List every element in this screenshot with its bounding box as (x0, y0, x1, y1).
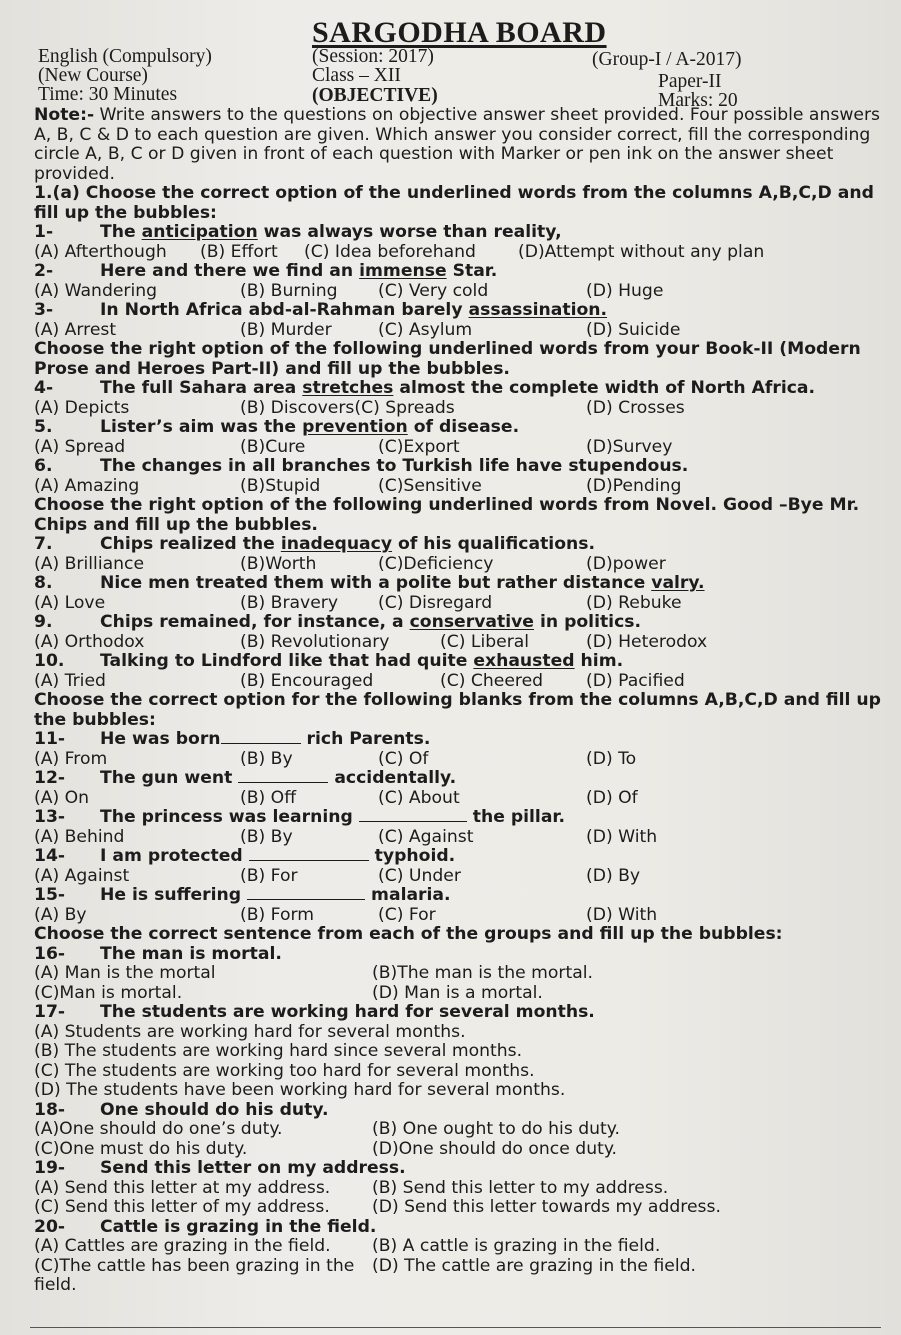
options (34, 243, 881, 263)
question-text: Chips realized the (100, 534, 281, 554)
section-heading: Choose the right option of the following underlined words from Novel. Good –Bye Mr. Chips and fill up the bubbles. (34, 495, 860, 535)
option-a: (A) Behind (34, 826, 125, 847)
question-text: Here and there we find an (100, 261, 360, 281)
question-number: 14- (34, 846, 66, 866)
option-c: (C) Send this letter of my address. (34, 1197, 330, 1217)
question-text: almost the complete width of North Africa. (393, 378, 816, 398)
options (34, 1237, 881, 1257)
option-d: (D)Pending (586, 475, 682, 496)
option-d: (D) Send this letter towards my address. (372, 1197, 721, 1217)
option-d: (D) Crosses (586, 397, 685, 418)
option-a: (A) By (34, 904, 87, 925)
option-b: (B) Murder (240, 319, 332, 340)
question-text: Talking to Lindford like that had quite (100, 651, 474, 671)
option-a: (A) Orthodox (34, 631, 145, 652)
question-number: 2- (34, 261, 54, 281)
question-number: 11- (34, 729, 66, 749)
question-text: rich Parents. (300, 729, 431, 749)
option-c: (C) Liberal (440, 631, 530, 652)
option-b: (B) Form (240, 904, 314, 925)
underlined-word: prevention (302, 417, 408, 437)
option-a: (A) Man is the mortal (34, 963, 216, 983)
option-c: (C) Idea beforehand (304, 241, 476, 262)
underlined-word: immense (359, 261, 447, 281)
option-c: (C) Disregard (378, 592, 493, 613)
paper-number: Paper-II (658, 71, 722, 92)
option-b: (B) Revolutionary (240, 631, 390, 652)
question-10 (34, 652, 881, 672)
bottom-divider (30, 1327, 881, 1328)
option-b: (B) By (240, 748, 293, 769)
question-text: The changes in all branches to Turkish life have stupendous. (100, 456, 689, 476)
option-c: (C) The students are working too hard for several months. (34, 1060, 535, 1081)
subject: English (Compulsory) (38, 46, 212, 67)
option-b: (B) Send this letter to my address. (372, 1177, 669, 1198)
option-a: (A) Wandering (34, 280, 158, 301)
option-b: (B) By (240, 826, 293, 847)
question-number: 7. (34, 534, 53, 554)
question-text: He was born (100, 729, 221, 749)
note-label: Note:- (34, 105, 95, 125)
options (34, 438, 881, 458)
question-number: 9. (34, 612, 53, 632)
option-c: (C) Asylum (378, 319, 473, 340)
question-text: in politics. (533, 612, 642, 632)
option-a: (A) Students are working hard for several months. (34, 1021, 466, 1042)
question-text: He is suffering (100, 885, 248, 905)
option-c: (C) Cheered (440, 670, 544, 691)
question-number: 4- (34, 378, 54, 398)
option-c: (C) Under (378, 865, 461, 886)
question-text: The (100, 222, 142, 242)
options (34, 867, 881, 887)
section-heading: Choose the correct option for the following blanks from the columns A,B,C,D and fill up the bubbles: (34, 690, 881, 730)
question-text: Cattle is grazing in the field. (100, 1216, 377, 1237)
question-text: Star. (446, 261, 498, 281)
option-a: (A) From (34, 748, 108, 769)
options (34, 828, 881, 848)
question-20 (34, 1218, 881, 1238)
options (34, 964, 881, 984)
option-b: (B) Off (240, 787, 297, 808)
question-15 (34, 886, 881, 906)
option-d: (D) The students have been working hard for several months. (34, 1080, 566, 1100)
options (34, 750, 881, 770)
options (34, 1179, 881, 1199)
options (34, 984, 881, 1004)
options (34, 282, 881, 302)
question-text: The man is mortal. (100, 943, 282, 964)
options (34, 477, 881, 497)
option-d: (D) Of (586, 787, 638, 808)
underlined-word: assassination. (468, 300, 608, 320)
option-a: (A) Depicts (34, 397, 130, 418)
question-number: 8. (34, 573, 53, 593)
question-9 (34, 613, 881, 633)
course: (New Course) (38, 65, 148, 86)
options (34, 1140, 881, 1160)
option-d: (D) By (586, 865, 641, 886)
question-text: Lister’s aim was the (100, 417, 303, 437)
option-b: (B)Worth (240, 553, 317, 574)
note-text: Write answers to the questions on objective answer sheet provided. Four possible answers A, B, C & D to each question are given. Which answer you consider correct, fill the corresponding circle A, B, C or D given in front of each question with Marker or pen ink on the answer sheet provided. (34, 105, 880, 184)
underlined-word: anticipation (141, 222, 258, 242)
option-d: (D) Huge (586, 280, 664, 301)
options (34, 1257, 881, 1296)
question-16 (34, 945, 881, 965)
question-18 (34, 1101, 881, 1121)
question-number: 19- (34, 1158, 66, 1178)
option-a: (A) On (34, 787, 90, 808)
question-number: 16- (34, 943, 66, 964)
question-1 (34, 223, 881, 243)
question-text: The students are working hard for several months. (100, 1002, 595, 1022)
underlined-word: exhausted (473, 651, 575, 671)
question-5 (34, 418, 881, 438)
option-d: (D) Man is a mortal. (372, 982, 543, 1003)
option-a: (A) Tried (34, 670, 106, 691)
question-8 (34, 574, 881, 594)
option-b: (B) Encouraged (240, 670, 374, 691)
question-number: 13- (34, 807, 66, 827)
option-b: (B)The man is the mortal. (372, 963, 593, 983)
question-text: Send this letter on my address. (100, 1158, 406, 1178)
options (34, 633, 881, 653)
question-7 (34, 535, 881, 555)
option-d: (D) To (586, 748, 637, 769)
question-number: 17- (34, 1002, 66, 1022)
group: (Group-I / A-2017) (592, 49, 742, 70)
board-title: SARGODHA BOARD (312, 16, 607, 49)
section-heading: Choose the right option of the following underlined words from your Book-II (Modern Prose and Heroes Part-II) and fill up the bubbles. (34, 339, 861, 379)
option-d: (D) Suicide (586, 319, 681, 340)
question-13 (34, 808, 881, 828)
question-19 (34, 1159, 881, 1179)
option-a: (A) Brilliance (34, 553, 145, 574)
question-number: 15- (34, 885, 66, 905)
option-d: (D) The cattle are grazing in the field. (372, 1255, 696, 1276)
option-c: (C)Export (378, 436, 460, 457)
answer-blank (247, 898, 365, 900)
option-c: (C) Very cold (378, 280, 489, 301)
question-text: Nice men treated them with a polite but rather distance (100, 573, 652, 593)
question-number: 5. (34, 417, 53, 437)
question-text: typhoid. (368, 846, 456, 866)
answer-blank (249, 859, 369, 861)
question-11 (34, 730, 881, 750)
option-d: (D)Survey (586, 436, 673, 457)
option-d: (D) With (586, 904, 658, 925)
underlined-word: conservative (409, 612, 534, 632)
question-number: 12- (34, 768, 66, 788)
option-d: (D) Rebuke (586, 592, 682, 613)
option-b: (B)Stupid (240, 475, 321, 496)
option-d: (D) With (586, 826, 658, 847)
options (34, 399, 881, 419)
question-text: One should do his duty. (100, 1099, 329, 1120)
question-body (34, 106, 881, 1296)
question-text: the pillar. (466, 807, 565, 827)
question-text: In North Africa abd-al-Rahman barely (100, 300, 469, 320)
option-b: (B) For (240, 865, 298, 886)
question-number: 20- (34, 1216, 66, 1237)
question-12 (34, 769, 881, 789)
option-d: (D) Heterodox (586, 631, 708, 652)
question-text: The gun went (100, 768, 239, 788)
question-number: 10. (34, 651, 65, 671)
answer-blank (221, 742, 301, 744)
options (34, 789, 881, 809)
question-17 (34, 1003, 881, 1023)
underlined-word: stretches (302, 378, 394, 398)
option-b: (B) Discovers(C) Spreads (240, 397, 455, 418)
option-a: (A) Spread (34, 436, 126, 457)
class: Class – XII (312, 65, 401, 86)
options (34, 555, 881, 575)
section-heading: 1.(a) Choose the correct option of the underlined words from the columns A,B,C,D and fill up the bubbles: (34, 183, 874, 223)
question-text: of disease. (407, 417, 520, 437)
question-3 (34, 301, 881, 321)
question-text: The princess was learning (100, 807, 359, 827)
question-text: accidentally. (328, 768, 457, 788)
session: (Session: 2017) (312, 46, 434, 67)
marks: Marks: 20 (658, 90, 738, 111)
note (34, 106, 881, 184)
option-a: (A) Afterthough (34, 241, 167, 262)
option-d: (D)One should do once duty. (372, 1138, 618, 1159)
question-text: Chips remained, for instance, a (100, 612, 410, 632)
options (34, 321, 881, 341)
question-14 (34, 847, 881, 867)
option-c: (C) Against (378, 826, 474, 847)
option-d: (D)power (586, 553, 666, 574)
section-heading: Choose the correct sentence from each of the groups and fill up the bubbles: (34, 924, 783, 944)
option-b: (B) Bravery (240, 592, 339, 613)
option-c: (C)Man is mortal. (34, 982, 183, 1003)
question-number: 6. (34, 456, 53, 476)
option-b: (B) Effort (200, 241, 278, 262)
option-c: (C) About (378, 787, 460, 808)
option-a: (A) Against (34, 865, 130, 886)
option-a: (A) Arrest (34, 319, 117, 340)
option-a: (A) Send this letter at my address. (34, 1177, 331, 1198)
question-2 (34, 262, 881, 282)
options (34, 594, 881, 614)
option-a: (A) Amazing (34, 475, 140, 496)
option-c: (C) For (378, 904, 436, 925)
options (34, 906, 881, 926)
question-text: I am protected (100, 846, 249, 866)
question-4 (34, 379, 881, 399)
option-d: (D) Pacified (586, 670, 685, 691)
option-a: (A)One should do one’s duty. (34, 1119, 283, 1139)
question-text: was always worse than reality, (257, 222, 562, 242)
options (34, 1198, 881, 1218)
time-allowed: Time: 30 Minutes (38, 84, 178, 105)
option-c: (C) Of (378, 748, 429, 769)
option-a: (A) Cattles are grazing in the field. (34, 1236, 331, 1256)
question-number: 1- (34, 222, 54, 242)
option-b: (B) A cattle is grazing in the field. (372, 1236, 661, 1256)
option-c: (C)One must do his duty. (34, 1138, 248, 1159)
option-b: (B) One ought to do his duty. (372, 1119, 620, 1139)
question-text: of his qualifications. (392, 534, 595, 554)
question-text: him. (574, 651, 624, 671)
paper-type: (OBJECTIVE) (312, 85, 438, 106)
option-b: (B) Burning (240, 280, 338, 301)
question-text: malaria. (365, 885, 451, 905)
option-a: (A) Love (34, 592, 106, 613)
option-b: (B) The students are working hard since several months. (34, 1041, 523, 1061)
question-number: 3- (34, 300, 54, 320)
question-6 (34, 457, 881, 477)
option-c: (C)Sensitive (378, 475, 482, 496)
answer-blank (238, 781, 328, 783)
question-number: 18- (34, 1099, 66, 1120)
options (34, 672, 881, 692)
option-c: (C)Deficiency (378, 553, 494, 574)
option-b: (B)Cure (240, 436, 306, 457)
option-c: (C)The cattle has been grazing in the field. (34, 1255, 355, 1295)
question-text: The full Sahara area (100, 378, 303, 398)
underlined-word: inadequacy (280, 534, 393, 554)
option-d: (D)Attempt without any plan (518, 241, 765, 262)
options (34, 1120, 881, 1140)
underlined-word: valry. (651, 573, 705, 593)
answer-blank (359, 820, 467, 822)
